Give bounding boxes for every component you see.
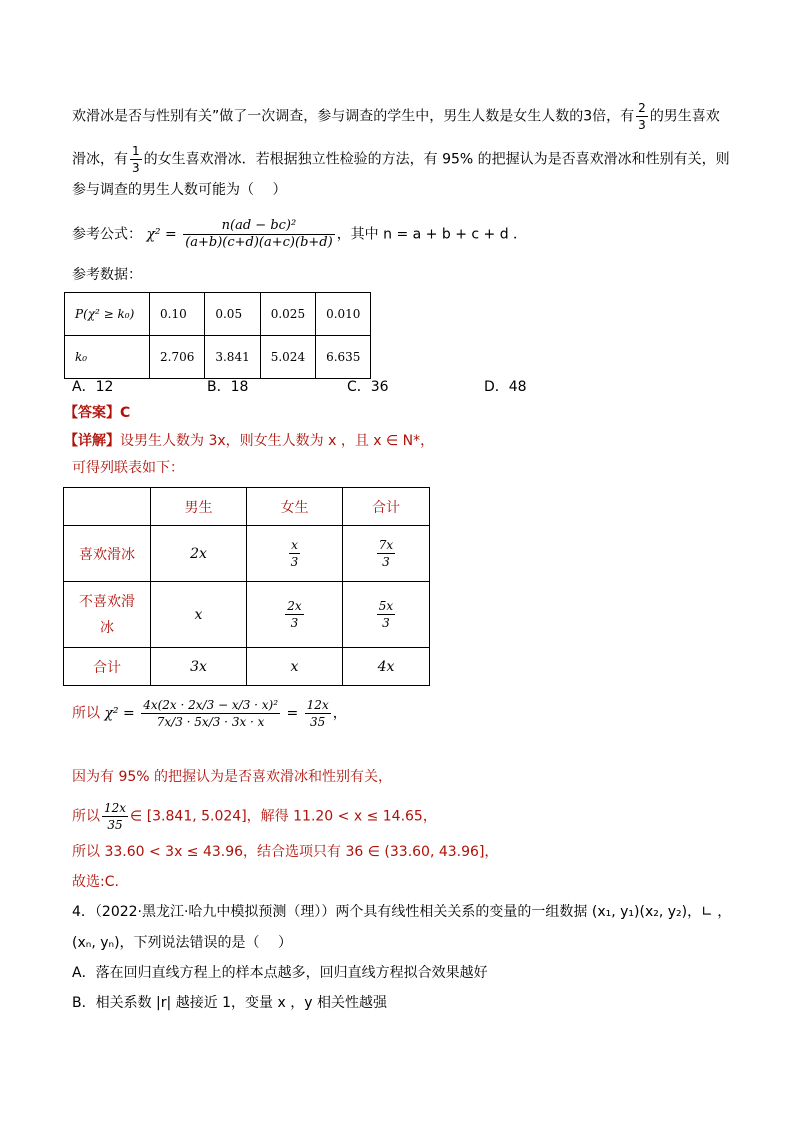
so-label: 所以	[72, 808, 100, 825]
table-row	[65, 293, 371, 336]
question-text: 欢滑冰是否与性别有关”做了一次调查，参与调查的学生中，男生人数是女生人数的3倍，有	[72, 108, 635, 125]
table-cell	[343, 526, 430, 582]
fraction-denominator: 3	[290, 616, 299, 630]
interval-line	[72, 800, 437, 833]
table-cell: x	[151, 582, 247, 648]
fraction-denominator: 3	[638, 118, 646, 132]
table-cell	[247, 526, 343, 582]
table-cell: 0.05	[205, 293, 260, 336]
answer-label: 【答案】C	[64, 405, 131, 421]
fraction-numerator: 2x	[287, 599, 302, 613]
table-cell: 0.025	[260, 293, 315, 336]
chi-result-numerator: 12x	[306, 698, 329, 712]
detail-text: 设男生人数为 3x，则女生人数为 x ，且 x ∈ N*，	[120, 433, 435, 449]
table-cell: 4x	[343, 648, 430, 686]
formula-lhs: χ² =	[146, 226, 177, 243]
fraction	[377, 537, 395, 570]
option-c: C．36	[347, 379, 389, 395]
option-d: D．48	[484, 379, 527, 395]
fraction-denominator: 3	[382, 616, 390, 630]
fraction-numerator: 7x	[378, 538, 394, 552]
next-option-a: A．落在回归直线方程上的样本点越多，回归直线方程拟合效果越好	[72, 965, 488, 981]
row-label: 合计	[64, 648, 151, 686]
fraction-numerator: x	[289, 537, 301, 554]
fraction	[102, 800, 128, 833]
table-intro: 可得列联表如下：	[72, 460, 184, 476]
fraction	[285, 598, 303, 631]
question-text: 滑冰，有	[72, 151, 128, 168]
conclusion-line: 故选:C.	[72, 874, 119, 890]
table-row	[64, 648, 430, 686]
fraction	[289, 537, 301, 570]
fraction	[636, 100, 648, 133]
question-line-1	[72, 100, 720, 133]
chi-expression	[141, 697, 280, 730]
chi-expression-denominator: 7x/3 · 5x/3 · 3x · x	[156, 715, 265, 729]
fraction	[130, 143, 142, 176]
interval-text: ∈ [3.841, 5.024]，解得 11.20 < x ≤ 14.65，	[130, 808, 437, 825]
fraction-denominator: 3	[290, 555, 299, 569]
question-text: 的男生喜欢	[649, 108, 720, 125]
table-cell: 0.10	[150, 293, 205, 336]
fraction-denominator: 3	[382, 555, 390, 569]
formula-label: 参考公式：	[72, 226, 142, 243]
next-option-b: B．相关系数 |r| 越接近 1，变量 x ，y 相关性越强	[72, 995, 387, 1011]
chi-result	[305, 697, 331, 730]
formula-denominator: (a+b)(c+d)(a+c)(b+d)	[185, 235, 333, 250]
fraction-numerator: 12x	[104, 801, 127, 815]
row-label-part: 冰	[100, 619, 114, 636]
question-line-2	[72, 143, 730, 176]
table-row	[64, 488, 430, 526]
table-header-male: 男生	[151, 488, 247, 526]
table-cell: 5.024	[260, 336, 315, 379]
row-label	[64, 582, 151, 648]
next-question-line-1: 4．（2022·黑龙江·哈九中模拟预测（理））两个具有线性相关关系的变量的一组数据 (x₁, y₁)(x₂, y₂)，∟ ，	[72, 904, 732, 920]
fraction-numerator: 2	[638, 101, 646, 115]
question-line-3: 参与调查的男生人数可能为（ ）	[72, 182, 287, 198]
table-cell	[64, 488, 151, 526]
option-a: A．12	[72, 379, 114, 395]
table-cell: 2x	[151, 526, 247, 582]
formula-line	[72, 218, 527, 251]
formula-numerator: n(ad − bc)²	[183, 218, 335, 235]
chi-result-denominator: 35	[310, 715, 326, 729]
chi-expression-numerator: 4x(2x · 2x/3 − x/3 · x)²	[143, 698, 279, 712]
table-header-total: 合计	[343, 488, 430, 526]
reference-table	[64, 292, 371, 379]
table-cell: 3.841	[205, 336, 260, 379]
table-row	[64, 526, 430, 582]
formula-fraction	[183, 218, 335, 251]
table-row	[64, 582, 430, 648]
table-cell: 2.706	[150, 336, 205, 379]
table-cell: 6.635	[316, 336, 371, 379]
chi-square-line: 所以 χ² = $\frac{\text{4x(2x · 2x/3 − x/3 · x)²}}{7x/3 \cdot 5x/3 \cdot 3x \cdot x}$ = $\frac{12x}{35}$ ，	[72, 698, 347, 729]
detail-label: 【详解】	[64, 433, 120, 449]
fraction-numerator: 1	[132, 144, 140, 158]
row-label-part: 不喜欢滑	[79, 593, 135, 610]
chi-result-tail: ，	[332, 705, 347, 722]
fraction-denominator: 35	[107, 818, 123, 832]
fraction	[377, 598, 395, 631]
table-cell: 0.010	[316, 293, 371, 336]
table-cell: 3x	[151, 648, 247, 686]
equals-sign: =	[286, 705, 299, 722]
table-cell: P(χ² ≥ k₀)	[65, 293, 150, 336]
table-cell	[247, 582, 343, 648]
option-b: B．18	[207, 379, 249, 395]
fraction-denominator: 3	[132, 161, 140, 175]
question-text: 的女生喜欢滑冰．若根据独立性检验的方法，有 95% 的把握认为是否喜欢滑冰和性别有关，则	[143, 151, 730, 168]
table-cell: x	[247, 648, 343, 686]
fraction-numerator: 5x	[378, 599, 394, 613]
table-cell: k₀	[65, 336, 150, 379]
row-label: 喜欢滑冰	[64, 526, 151, 582]
table-cell	[343, 582, 430, 648]
so-label: 所以	[72, 705, 100, 722]
range-line: 所以 33.60 < 3x ≤ 43.96，结合选项只有 36 ∈ (33.60, 43.96]，	[72, 844, 499, 860]
formula-tail: ，其中 n = a + b + c + d ．	[336, 226, 528, 243]
table-header-female: 女生	[247, 488, 343, 526]
next-question-line-2: (xₙ, yₙ)，下列说法错误的是（ ）	[72, 935, 293, 951]
data-label: 参考数据：	[72, 267, 142, 283]
detail-line	[64, 431, 434, 451]
table-row	[65, 336, 371, 379]
because-line: 因为有 95% 的把握认为是否喜欢滑冰和性别有关，	[72, 769, 393, 785]
contingency-table	[63, 487, 430, 686]
